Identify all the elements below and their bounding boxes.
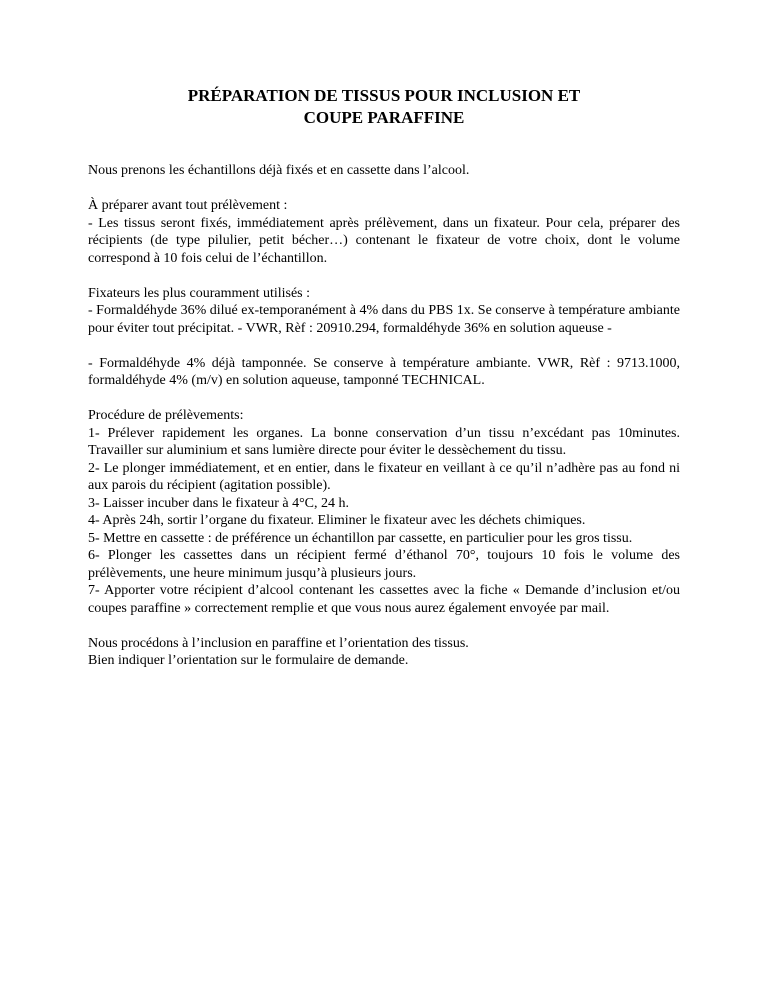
procedure-step-4: 4- Après 24h, sortir l’organe du fixateur. Eliminer le fixateur avec les déchets chimiques. bbox=[88, 513, 586, 528]
preparation-item: - Les tissus seront fixés, immédiatement après prélèvement, dans un fixateur. Pour cela, préparer des récipients (de type pilulier, petit bécher…) contenant le fixateur de votre choix, dont le volume correspond à 10 fois celui de l’échantillon. bbox=[88, 215, 680, 266]
procedure-step-5: 5- Mettre en cassette : de préférence un échantillon par cassette, en particulier pour les gros tissu. bbox=[88, 530, 633, 546]
document-body bbox=[88, 162, 680, 687]
fixatives-section bbox=[88, 285, 680, 338]
intro-paragraph bbox=[88, 162, 680, 180]
procedure-step-6: 6- Plonger les cassettes dans un récipient fermé d’éthanol 70°, toujours 10 fois le volume des prélèvements, une heure minimum jusqu’à plusieurs jours. bbox=[88, 548, 680, 581]
closing-line-1: Nous procédons à l’inclusion en paraffine et l’orientation des tissus. bbox=[88, 635, 469, 651]
fixatives-heading: Fixateurs les plus couramment utilisés : bbox=[88, 285, 311, 301]
intro-text: Nous prenons les échantillons déjà fixés et en cassette dans l’alcool. bbox=[88, 163, 470, 178]
preparation-section bbox=[88, 197, 680, 267]
procedure-step-7: 7- Apporter votre récipient d’alcool contenant les cassettes avec la fiche « Demande d’inclusion et/ou coupes paraffine » correctement remplie et que vous nous aurez également envoyée par mail. bbox=[88, 583, 680, 616]
closing-section bbox=[88, 635, 680, 670]
fixative-item-1: - Formaldéhyde 36% dilué ex-temporanément à 4% dans du PBS 1x. Se conserve à température ambiante pour éviter tout précipitat. - VWR, Rèf : 20910.294, formaldéhyde 36% en solution aqueuse - bbox=[88, 303, 680, 336]
procedure-step-1: 1- Prélever rapidement les organes. La bonne conservation d’un tissu n’excédant pas 10minutes. Travailler sur aluminium et sans lumière directe pour éviter le dessèchement du tissu. bbox=[88, 425, 680, 458]
procedure-heading: Procédure de prélèvements: bbox=[88, 408, 244, 423]
title-line-1: PRÉPARATION DE TISSUS POUR INCLUSION ET bbox=[187, 86, 581, 105]
preparation-heading: À préparer avant tout prélèvement : bbox=[88, 198, 288, 213]
fixative-item-2: - Formaldéhyde 4% déjà tamponnée. Se conserve à température ambiante. VWR, Rèf : 9713.1000, formaldéhyde 4% (m/v) en solution aqueuse, tamponné TECHNICAL. bbox=[88, 355, 680, 388]
procedure-step-3: 3- Laisser incuber dans le fixateur à 4°C, 24 h. bbox=[88, 495, 350, 511]
procedure-step-2: 2- Le plonger immédiatement, et en entier, dans le fixateur en veillant à ce qu’il n’adhère pas au fond ni aux parois du récipient (agitation possible). bbox=[88, 460, 680, 493]
fixative-item-2-paragraph bbox=[88, 355, 680, 390]
document-title bbox=[0, 85, 768, 129]
closing-line-2: Bien indiquer l’orientation sur le formulaire de demande. bbox=[88, 653, 409, 668]
title-line-2: COUPE PARAFFINE bbox=[303, 108, 465, 127]
procedure-section bbox=[88, 407, 680, 617]
